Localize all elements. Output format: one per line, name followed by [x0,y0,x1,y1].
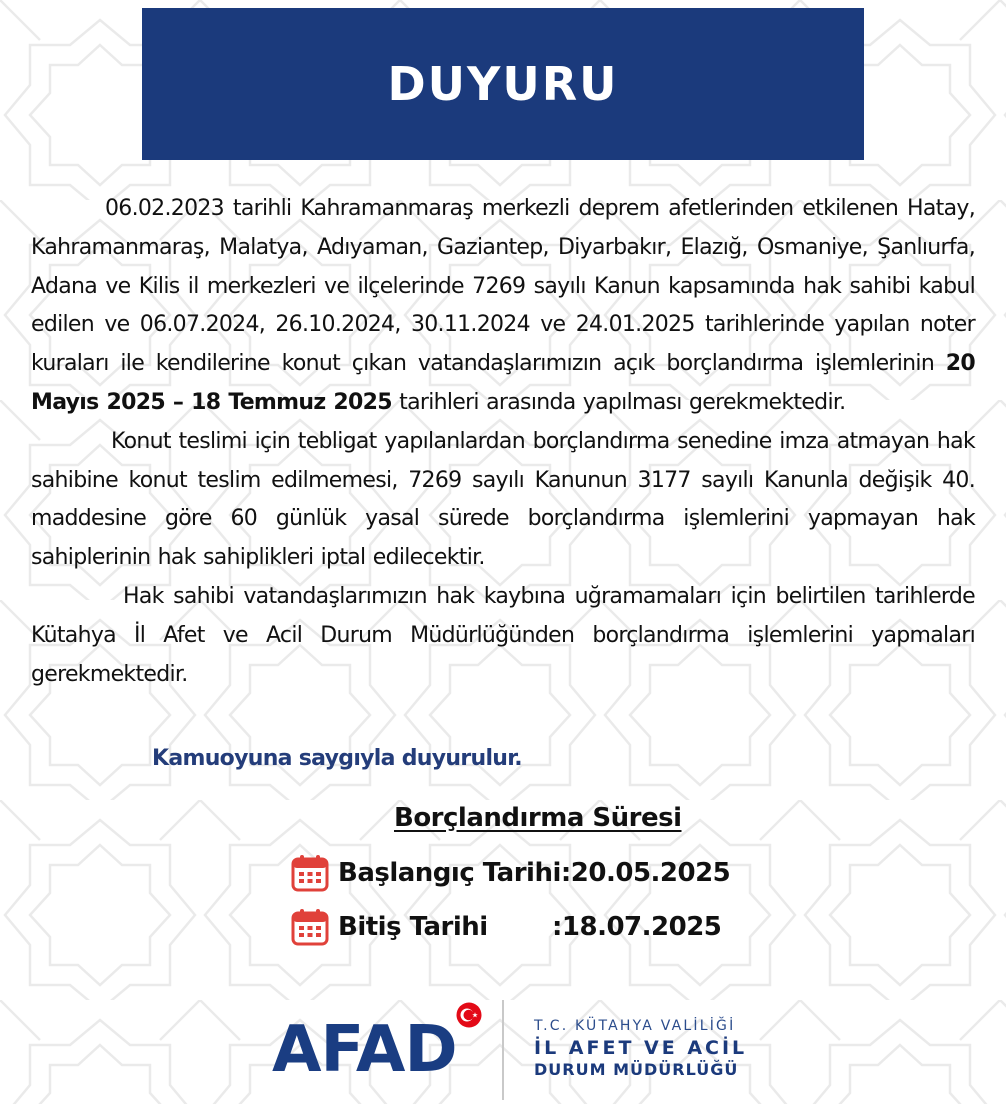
paragraph-2: Konut teslimi için tebligat yapılanlardan borçlandırma senedine imza atmayan hak sahibine konut teslim edilmemesi, 7269 sayılı Kanunun 3177 sayılı Kanunla değişik 40. maddesine göre 60 günlük yasal sürede borçlandırma işlemlerini yapmayan hak sahiplerinin hak sahiplikleri iptal edilecektir. [31,428,975,571]
institution-line-2: İL AFET VE ACİL [534,1037,748,1059]
paragraph-1-date-range: 20 Mayıs 2025 – 18 Temmuz 2025 [31,351,975,415]
turkish-flag-icon [456,1002,482,1028]
page-title: DUYURU [387,57,619,111]
paragraph-1-text: 06.02.2023 tarihli Kahramanmaraş merkezli deprem afetlerinden etkilenen Hatay, Kahramanmaraş, Malatya, Adıyaman, Gaziantep, Diyarbakır, Elazığ, Osmaniye, Şanlıurfa, Adana ve Kilis il merkezleri ve ilçelerinde 7269 sayılı Kanun kapsamında hak sahibi kabul edilen ve 06.07.2024, 26.10.2024, 30.11.2024 ve 24.01.2025 tarihlerinde yapılan noter kuraları ile kendilerine konut çıkan vatandaşlarımızın açık borçlandırma işlemlerinin [31,196,975,377]
announcement-body [31,190,975,694]
end-date-label: Bitiş Tarihi [338,912,488,942]
start-date-row [290,853,730,893]
header-banner [142,8,864,160]
afad-logo-text: AFAD [272,1013,457,1087]
afad-logo [272,1002,488,1092]
start-date-separator: : [560,858,571,888]
paragraph-1-tail: tarihleri arasında yapılması gerekmektedir. [391,389,846,415]
end-date-separator: : [552,912,562,942]
closing-line: Kamuoyuna saygıyla duyurulur. [152,746,522,771]
institution-name [534,1018,764,1079]
paragraph-1 [31,190,975,423]
calendar-icon [290,907,330,947]
end-date-row [290,907,721,947]
footer-divider [502,1000,504,1100]
institution-line-3: DURUM MÜDÜRLÜĞÜ [534,1060,739,1079]
calendar-icon [290,853,330,893]
end-date-value: 18.07.2025 [561,912,722,942]
start-date-value: 20.05.2025 [570,858,731,888]
paragraph-3: Hak sahibi vatandaşlarımızın hak kaybına uğramamaları için belirtilen tarihlerde Kütahya İl Afet ve Acil Durum Müdürlüğünden borçlandırma işlemlerini yapmaları gerekmektedir. [31,583,975,687]
start-date-label: Başlangıç Tarihi [338,858,561,888]
institution-line-1: T.C. KÜTAHYA VALİLİĞİ [534,1018,736,1034]
period-title: Borçlandırma Süresi [394,803,682,833]
